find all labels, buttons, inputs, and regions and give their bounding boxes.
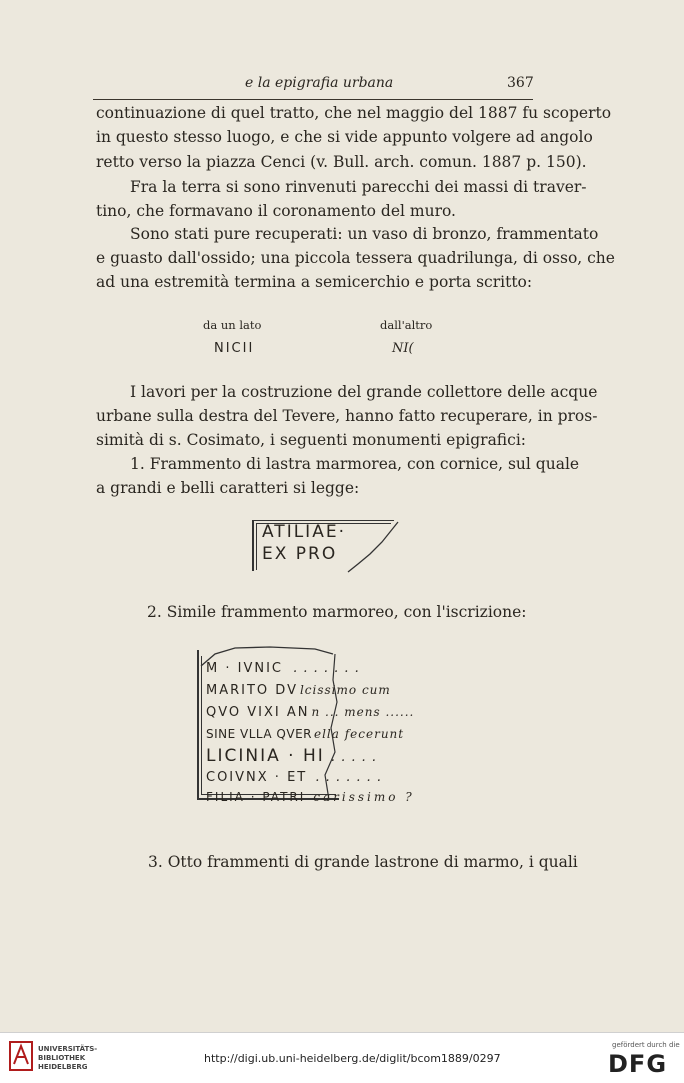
- inscription-2-line-5: [206, 746, 377, 766]
- text-line: Sono stati pure recuperati: un vaso di bronzo, frammentato: [130, 225, 599, 243]
- page-number: 367: [507, 75, 534, 91]
- text-line: retto verso la piazza Cenci (v. Bull. arch. comun. 1887 p. 150).: [96, 153, 587, 171]
- tessera-side-b-text: NI(: [392, 341, 414, 356]
- inscription-1-line-1: ATILIAE·: [262, 522, 346, 542]
- text-line: 3. Otto frammenti di grande lastrone di marmo, i quali: [148, 853, 578, 871]
- tessera-side-a-label: da un lato: [203, 318, 262, 332]
- inscription-2-line-1: [206, 661, 360, 676]
- text-line: 2. Simile frammento marmoreo, con l'iscrizione:: [147, 603, 527, 621]
- inscription-2-carved: QVO VIXI AN: [206, 705, 310, 720]
- inscription-2-supplement: ella fecerunt: [313, 727, 405, 741]
- text-line: ad una estremità termina a semicerchio e porta scritto:: [96, 273, 533, 291]
- tessera-side-a-text: NICII: [214, 341, 255, 356]
- running-header-title: e la epigrafia urbana: [245, 75, 394, 91]
- inscription-2-carved: MARITO DV: [206, 683, 298, 698]
- inscription-2-supplement: carissimo ?: [313, 790, 415, 804]
- dfg-logo: DFG: [608, 1050, 668, 1078]
- text-line: e guasto dall'ossido; una piccola tessera quadrilunga, di osso, che: [96, 249, 615, 267]
- text-line: urbane sulla destra del Tevere, hanno fatto recuperare, in pros-: [96, 407, 598, 425]
- text-line: continuazione di quel tratto, che nel maggio del 1887 fu scoperto: [96, 104, 612, 122]
- inscription-2-carved: M · IVNIC: [206, 661, 283, 676]
- text-line: a grandi e belli caratteri si legge:: [96, 479, 360, 497]
- digital-copy-link[interactable]: http://digi.ub.uni-heidelberg.de/diglit/bcom1889/0297: [204, 1052, 501, 1065]
- university-library-name: UNIVERSITÄTS- BIBLIOTHEK HEIDELBERG: [38, 1045, 98, 1071]
- inscription-2-line-6: [206, 770, 382, 785]
- text-line: Fra la terra si sono rinvenuti parecchi dei massi di traver-: [130, 178, 587, 196]
- university-seal-icon: [8, 1040, 34, 1072]
- text-line: simità di s. Cosimato, i seguenti monumenti epigrafici:: [96, 431, 527, 449]
- text-line: I lavori per la costruzione del grande collettore delle acque: [130, 383, 598, 401]
- text-line: tino, che formavano il coronamento del muro.: [96, 202, 456, 220]
- inscription-2-carved: COIVNX · ET: [206, 770, 308, 785]
- inscription-2-line-3: [206, 705, 414, 720]
- tessera-side-b-label: dall'altro: [380, 318, 433, 332]
- inscription-2-supplement: n ... mens ......: [311, 705, 415, 719]
- inscription-2-supplement: lcissimo cum: [299, 683, 391, 697]
- inscription-2-carved: FILIA · PATRI: [206, 790, 306, 804]
- inscription-2-line-2: [206, 683, 391, 698]
- inscription-2-line-7: [206, 790, 415, 804]
- inscription-2-carved: SINE VLLA QVER: [206, 727, 312, 741]
- text-line: in questo stesso luogo, e che si vide appunto volgere ad angolo: [96, 128, 593, 146]
- fragment-1-break-edge: [330, 520, 400, 575]
- funding-note: gefördert durch die: [612, 1041, 680, 1049]
- inscription-2-supplement: . . . . . . .: [315, 770, 382, 785]
- text-line: 1. Frammento di lastra marmorea, con cornice, sul quale: [130, 455, 580, 473]
- inscription-2-supplement: . . . . .: [330, 750, 377, 765]
- inscription-2-supplement: . . . . . . .: [292, 661, 360, 676]
- inscription-1-line-2: EX PRO: [262, 544, 338, 564]
- inscription-2-line-4: [206, 727, 404, 741]
- header-rule: [93, 99, 533, 100]
- inscription-2-carved: LICINIA · HI: [206, 746, 325, 766]
